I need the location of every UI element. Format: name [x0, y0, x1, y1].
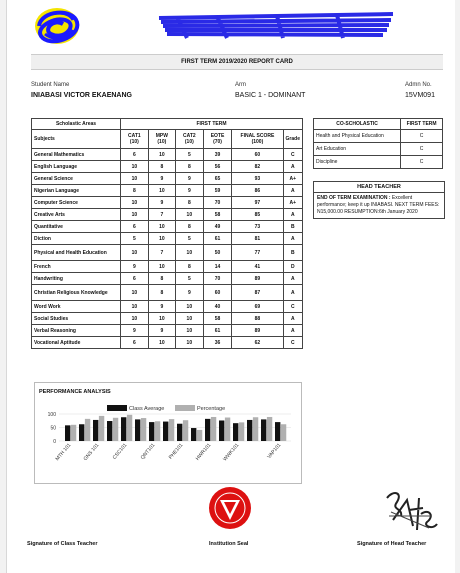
chart-bar	[267, 417, 272, 441]
cat1-cell: 10	[121, 161, 149, 173]
table-row	[32, 197, 303, 209]
table-row	[32, 325, 303, 337]
co-grade: C	[401, 156, 443, 169]
cat2-cell: 10	[175, 301, 203, 313]
chart-bar	[149, 422, 154, 441]
eote-cell: 36	[203, 337, 232, 349]
grade-cell: D	[283, 261, 302, 273]
chart-bar	[135, 419, 140, 441]
head-teacher-box	[313, 181, 445, 219]
eote-cell: 61	[203, 233, 232, 245]
final-cell: 87	[232, 285, 283, 301]
eote-cell: 14	[203, 261, 232, 273]
grade-cell: A	[283, 313, 302, 325]
eote-cell: 39	[203, 149, 232, 161]
legend-swatch	[175, 405, 195, 411]
table-row	[32, 233, 303, 245]
admn-label: Admn No.	[405, 82, 432, 88]
table-row	[32, 185, 303, 197]
subject-cell: Christian Religious Knowledge	[32, 285, 121, 301]
subject-cell: French	[32, 261, 121, 273]
final-cell: 93	[232, 173, 283, 185]
final-cell: 88	[232, 313, 283, 325]
grade-cell: A	[283, 185, 302, 197]
chart-bar	[71, 425, 76, 441]
mpw-cell: 10	[148, 313, 175, 325]
x-tick-label: GNS 101	[82, 442, 101, 463]
chart-bar	[169, 419, 174, 441]
x-tick-label: HWR101	[194, 442, 213, 462]
grade-cell: A	[283, 209, 302, 221]
cat1-cell: 5	[121, 233, 149, 245]
redacted-school-name	[157, 8, 397, 42]
subject-cell: General Mathematics	[32, 149, 121, 161]
x-tick-label: MTH 101	[54, 442, 73, 463]
cat1-cell: 9	[121, 325, 149, 337]
chart-bar	[253, 417, 258, 441]
x-tick-label: CSC101	[111, 442, 129, 461]
col-header: FINAL SCORE (100)	[232, 130, 283, 149]
cat1-cell: 6	[121, 221, 149, 233]
cat2-cell: 10	[175, 337, 203, 349]
chart-bar	[163, 422, 168, 441]
comment-text: Excellent performance; keep it up INIABASI. NEXT TERM FEES: N15,000.00 RESUMPTION:6th January 2020	[317, 195, 440, 215]
table-row	[32, 285, 303, 301]
first-term-header: FIRST TERM	[121, 119, 303, 130]
institution-seal-icon	[208, 486, 252, 530]
final-cell: 77	[232, 245, 283, 261]
chart-bar	[65, 425, 70, 441]
cat2-cell: 8	[175, 261, 203, 273]
cat1-cell: 6	[121, 149, 149, 161]
mpw-cell: 8	[148, 273, 175, 285]
head-teacher-signature-label: Signature of Head Teacher	[357, 541, 427, 547]
arm-value: BASIC 1 - DOMINANT	[235, 92, 306, 99]
final-cell: 86	[232, 185, 283, 197]
mpw-cell: 9	[148, 325, 175, 337]
co-first-term-header: FIRST TERM	[401, 119, 443, 130]
final-cell: 73	[232, 221, 283, 233]
performance-title: PERFORMANCE ANALYSIS	[39, 389, 111, 395]
table-row	[32, 337, 303, 349]
chart-bar	[155, 421, 160, 441]
eote-cell: 70	[203, 273, 232, 285]
scholastic-table	[31, 118, 303, 349]
grade-cell: B	[283, 245, 302, 261]
grade-cell: A+	[283, 197, 302, 209]
grade-cell: C	[283, 337, 302, 349]
eote-cell: 65	[203, 173, 232, 185]
student-name-label: Student Name	[31, 82, 70, 88]
mpw-cell: 10	[148, 261, 175, 273]
x-tick-label: WWK101	[222, 442, 241, 463]
chart-bar	[121, 417, 126, 441]
chart-bar	[85, 419, 90, 441]
chart-bar	[113, 418, 118, 441]
comment-label: END OF TERM EXAMINATION :	[317, 195, 391, 201]
co-subject: Art Education	[314, 143, 401, 156]
table-row	[32, 273, 303, 285]
table-row	[32, 313, 303, 325]
cat2-cell: 10	[175, 245, 203, 261]
student-name: INIABASI VICTOR EKAENANG	[31, 92, 132, 99]
chart-bar	[79, 424, 84, 441]
x-tick-label: VAP101	[266, 442, 283, 461]
cat1-cell: 8	[121, 185, 149, 197]
report-title: FIRST TERM 2019/2020 REPORT CARD	[31, 54, 443, 70]
chart-bar	[261, 419, 266, 441]
chart-bar	[275, 422, 280, 441]
table-row	[32, 245, 303, 261]
mpw-cell: 10	[148, 185, 175, 197]
head-teacher-comment	[314, 193, 444, 218]
cat2-cell: 5	[175, 273, 203, 285]
cat2-cell: 10	[175, 325, 203, 337]
table-row	[32, 301, 303, 313]
final-cell: 85	[232, 209, 283, 221]
subject-cell: Diction	[32, 233, 121, 245]
chart-bar	[127, 415, 132, 441]
chart-bar	[219, 420, 224, 441]
table-row	[32, 161, 303, 173]
final-cell: 97	[232, 197, 283, 209]
chart-bar	[205, 419, 210, 441]
col-header: EOTE (70)	[203, 130, 232, 149]
cat2-cell: 9	[175, 173, 203, 185]
chart-bar	[141, 418, 146, 441]
mpw-cell: 7	[148, 209, 175, 221]
chart-bar	[183, 420, 188, 441]
subject-cell: Computer Science	[32, 197, 121, 209]
chart-bar	[197, 430, 202, 441]
class-teacher-signature-label: Signature of Class Teacher	[27, 541, 98, 547]
eote-cell: 59	[203, 185, 232, 197]
final-cell: 89	[232, 325, 283, 337]
cat1-cell: 10	[121, 285, 149, 301]
performance-chart	[35, 383, 301, 483]
grade-cell: A	[283, 161, 302, 173]
eote-cell: 56	[203, 161, 232, 173]
legend-label: Class Average	[129, 406, 165, 412]
eote-cell: 50	[203, 245, 232, 261]
table-row	[32, 261, 303, 273]
y-tick-label: 0	[53, 439, 56, 445]
col-header: Grade	[283, 130, 302, 149]
table-row	[32, 209, 303, 221]
institution-seal-label: Institution Seal	[209, 541, 249, 547]
cat2-cell: 8	[175, 197, 203, 209]
grade-cell: C	[283, 301, 302, 313]
co-subject: Health and Physical Education	[314, 130, 401, 143]
grade-cell: A	[283, 273, 302, 285]
cat1-cell: 10	[121, 197, 149, 209]
x-tick-label: QNT101	[139, 442, 157, 461]
y-tick-label: 100	[47, 412, 56, 418]
subject-cell: Nigerian Language	[32, 185, 121, 197]
mpw-cell: 9	[148, 197, 175, 209]
report-card-page	[6, 0, 455, 573]
chart-bar	[239, 422, 244, 441]
final-cell: 62	[232, 337, 283, 349]
subject-cell: Physical and Health Education	[32, 245, 121, 261]
mpw-cell: 10	[148, 233, 175, 245]
cat1-cell: 10	[121, 209, 149, 221]
final-cell: 81	[232, 233, 283, 245]
chart-bar	[211, 417, 216, 441]
final-cell: 69	[232, 301, 283, 313]
table-row	[32, 221, 303, 233]
subject-cell: Verbal Reasoning	[32, 325, 121, 337]
subject-cell: General Science	[32, 173, 121, 185]
cat2-cell: 5	[175, 149, 203, 161]
cat1-cell: 6	[121, 337, 149, 349]
cat2-cell: 10	[175, 313, 203, 325]
co-grade: C	[401, 143, 443, 156]
mpw-cell: 9	[148, 173, 175, 185]
eote-cell: 58	[203, 313, 232, 325]
cat2-cell: 9	[175, 185, 203, 197]
chart-bar	[93, 420, 98, 441]
col-header: CAT2 (10)	[175, 130, 203, 149]
cat1-cell: 9	[121, 261, 149, 273]
chart-bar	[281, 424, 286, 441]
chart-bar	[225, 418, 230, 441]
subject-cell: Word Work	[32, 301, 121, 313]
mpw-cell: 10	[148, 149, 175, 161]
co-scholastic-table	[313, 118, 443, 169]
arm-label: Arm	[235, 82, 246, 88]
co-grade: C	[401, 130, 443, 143]
eote-cell: 40	[203, 301, 232, 313]
co-subject: Discipline	[314, 156, 401, 169]
cat1-cell: 10	[121, 301, 149, 313]
cat2-cell: 10	[175, 209, 203, 221]
eote-cell: 60	[203, 285, 232, 301]
head-teacher-title: HEAD TEACHER	[314, 182, 444, 193]
col-header: MPW (10)	[148, 130, 175, 149]
final-cell: 60	[232, 149, 283, 161]
cat2-cell: 5	[175, 233, 203, 245]
cat1-cell: 10	[121, 245, 149, 261]
admn-value: 15VM091	[405, 92, 435, 99]
eote-cell: 58	[203, 209, 232, 221]
cat2-cell: 8	[175, 161, 203, 173]
grade-cell: B	[283, 221, 302, 233]
grade-cell: A+	[283, 173, 302, 185]
final-cell: 89	[232, 273, 283, 285]
x-tick-label: PHE101	[167, 442, 185, 461]
final-cell: 82	[232, 161, 283, 173]
performance-analysis	[34, 382, 302, 484]
subject-cell: Creative Arts	[32, 209, 121, 221]
co-scholastic-header: CO-SCHOLASTIC	[314, 119, 401, 130]
school-logo-icon	[29, 4, 87, 48]
cat1-cell: 6	[121, 273, 149, 285]
table-row	[32, 149, 303, 161]
subject-cell: Handwriting	[32, 273, 121, 285]
eote-cell: 49	[203, 221, 232, 233]
subject-cell: Social Studies	[32, 313, 121, 325]
eote-cell: 61	[203, 325, 232, 337]
mpw-cell: 9	[148, 301, 175, 313]
head-teacher-signature-icon	[379, 486, 441, 536]
legend-swatch	[107, 405, 127, 411]
mpw-cell: 8	[148, 161, 175, 173]
chart-bar	[177, 424, 182, 441]
cat1-cell: 10	[121, 313, 149, 325]
subject-cell: Quantitative	[32, 221, 121, 233]
mpw-cell: 10	[148, 221, 175, 233]
final-cell: 41	[232, 261, 283, 273]
cat1-cell: 10	[121, 173, 149, 185]
mpw-cell: 7	[148, 245, 175, 261]
mpw-cell: 8	[148, 285, 175, 301]
col-header: CAT1 (10)	[121, 130, 149, 149]
subject-cell: English Language	[32, 161, 121, 173]
chart-bar	[191, 428, 196, 441]
grade-cell: C	[283, 149, 302, 161]
legend-label: Percentage	[197, 406, 226, 412]
grade-cell: A	[283, 233, 302, 245]
y-tick-label: 50	[50, 425, 56, 432]
chart-bar	[107, 421, 112, 441]
eote-cell: 70	[203, 197, 232, 209]
cat2-cell: 8	[175, 221, 203, 233]
scholastic-areas-header: Scholastic Areas	[32, 119, 121, 130]
mpw-cell: 10	[148, 337, 175, 349]
subjects-header: Subjects	[32, 130, 121, 149]
cat2-cell: 9	[175, 285, 203, 301]
grade-cell: A	[283, 325, 302, 337]
grade-cell: A	[283, 285, 302, 301]
subject-cell: Vocational Aptitude	[32, 337, 121, 349]
chart-bar	[233, 423, 238, 441]
chart-bar	[247, 420, 252, 441]
chart-bar	[99, 416, 104, 441]
table-row	[32, 173, 303, 185]
